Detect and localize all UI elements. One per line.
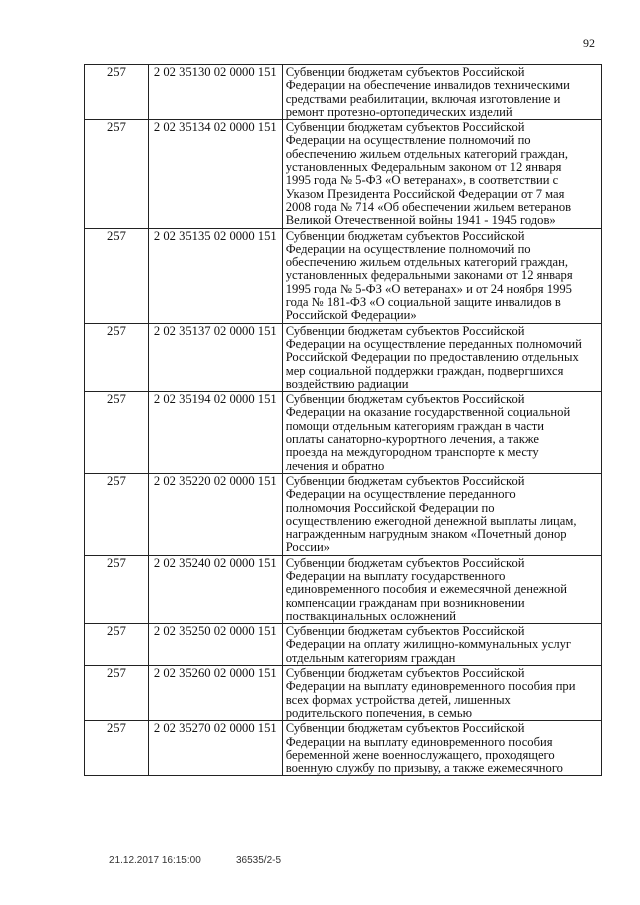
table-row [85,721,602,776]
description-cell [282,666,601,721]
description-cell [282,120,601,228]
table-row [85,666,602,721]
description-line: воздействию радиации [285,376,409,391]
description-line: обеспечению жильем отдельных категорий граждан, [285,146,569,161]
description-line: Субвенции бюджетам субъектов Российской [285,666,525,681]
budget-code-cell: 2 02 35130 02 0000 151 [148,65,282,120]
description-cell [282,555,601,623]
description-line: Федерации на осуществление переданных полномочий [285,336,582,351]
table-row [85,473,602,555]
description-line: Указом Президента Российской Федерации от 7 мая [285,186,565,201]
table-row [85,120,602,228]
description-line: Федерации на оплату жилищно-коммунальных услуг [285,637,572,652]
description-line: Федерации на выплату единовременного пособия [285,734,553,749]
description-line: отдельным категориям граждан [285,650,456,665]
description-line: Федерации на обеспечение инвалидов техническими [285,78,570,93]
table-body [85,65,602,776]
description-line: средствами реабилитации, включая изготовление и [285,91,561,106]
table-row [85,228,602,323]
description-line: обеспечению жильем отдельных категорий граждан, [285,255,569,270]
admin-code-cell: 257 [85,323,149,391]
table-row [85,555,602,623]
description-line: Субвенции бюджетам субъектов Российской [285,473,525,488]
budget-codes-table [84,64,602,776]
description-cell [282,65,601,120]
description-line: мер социальной поддержки граждан, подвергшихся [285,363,564,378]
description-line: беременной жене военнослужащего, проходящего [285,747,555,762]
admin-code-cell: 257 [85,228,149,323]
description-cell [282,624,601,666]
description-line: 1995 года № 5-ФЗ «О ветеранах» и от 24 ноября 1995 [285,281,572,296]
description-cell [282,323,601,391]
admin-code-cell: 257 [85,473,149,555]
description-line: родительского попечения, в семью [285,705,472,720]
description-line: 2008 года № 714 «Об обеспечении жильем ветеранов [285,199,572,214]
budget-code-cell: 2 02 35250 02 0000 151 [148,624,282,666]
description-line: России» [285,540,330,555]
admin-code-cell: 257 [85,666,149,721]
budget-code-cell: 2 02 35137 02 0000 151 [148,323,282,391]
description-line: ремонт протезно-ортопедических изделий [285,104,513,119]
description-line: Субвенции бюджетам субъектов Российской [285,65,525,79]
description-cell [282,473,601,555]
description-line: полномочия Российской Федерации по [285,500,495,515]
budget-code-cell: 2 02 35134 02 0000 151 [148,120,282,228]
budget-code-cell: 2 02 35260 02 0000 151 [148,666,282,721]
description-line: Субвенции бюджетам субъектов Российской [285,120,525,135]
description-line: поствакцинальных осложнений [285,608,456,623]
description-cell [282,721,601,776]
description-line: Федерации на оказание государственной социальной [285,405,571,420]
description-line: лечения и обратно [285,458,385,473]
description-line: компенсации гражданам при возникновении [285,595,525,610]
description-line: проезда на междугородном транспорте к месту [285,445,539,460]
admin-code-cell: 257 [85,120,149,228]
description-line: Субвенции бюджетам субъектов Российской [285,228,525,243]
table-row [85,624,602,666]
description-line: Федерации на выплату единовременного пособия при [285,679,576,694]
description-line: Федерации на осуществление полномочий по [285,133,531,148]
description-line: Российской Федерации по предоставлению отдельных [285,350,579,365]
description-line: осуществлению ежегодной денежной выплаты лицам, [285,513,577,528]
description-line: военную службу по призыву, а также ежемесячного [285,761,563,776]
description-cell [282,228,601,323]
page-number: 92 [583,36,595,50]
table-row [85,323,602,391]
description-line: Субвенции бюджетам субъектов Российской [285,555,525,570]
footer-datetime: 21.12.2017 16:15:00 [109,855,201,866]
footer-doc-code: 36535/2-5 [236,855,282,866]
budget-code-cell: 2 02 35135 02 0000 151 [148,228,282,323]
description-line: Субвенции бюджетам субъектов Российской [285,624,525,639]
admin-code-cell: 257 [85,721,149,776]
description-line: года № 181-ФЗ «О социальной защите инвалидов в [285,295,561,310]
description-line: единовременного пособия и ежемесячной денежной [285,582,568,597]
description-line: Субвенции бюджетам субъектов Российской [285,721,525,736]
description-line: награжденным нагрудным знаком «Почетный донор [285,527,567,542]
table-row [85,65,602,120]
description-line: 1995 года № 5-ФЗ «О ветеранах», в соответствии с [285,173,559,188]
description-cell [282,392,601,474]
description-line: помощи отдельным категориям граждан в части [285,418,545,433]
description-line: Федерации на выплату государственного [285,568,506,583]
description-line: всех формах устройства детей, лишенных [285,692,511,707]
description-line: установленных Федеральным законом от 12 января [285,160,562,175]
description-line: установленных федеральными законами от 12 января [285,268,573,283]
description-line: Федерации на осуществление полномочий по [285,241,531,256]
description-line: Великой Отечественной войны 1941 - 1945 годов» [285,213,556,228]
admin-code-cell: 257 [85,65,149,120]
description-line: Субвенции бюджетам субъектов Российской [285,392,525,407]
admin-code-cell: 257 [85,392,149,474]
budget-code-cell: 2 02 35270 02 0000 151 [148,721,282,776]
budget-code-cell: 2 02 35220 02 0000 151 [148,473,282,555]
description-line: Субвенции бюджетам субъектов Российской [285,323,525,338]
description-line: Российской Федерации» [285,308,417,323]
budget-code-cell: 2 02 35194 02 0000 151 [148,392,282,474]
admin-code-cell: 257 [85,555,149,623]
description-line: оплаты санаторно-курортного лечения, а также [285,432,539,447]
budget-code-cell: 2 02 35240 02 0000 151 [148,555,282,623]
description-line: Федерации на осуществление переданного [285,487,516,502]
admin-code-cell: 257 [85,624,149,666]
table-row [85,392,602,474]
